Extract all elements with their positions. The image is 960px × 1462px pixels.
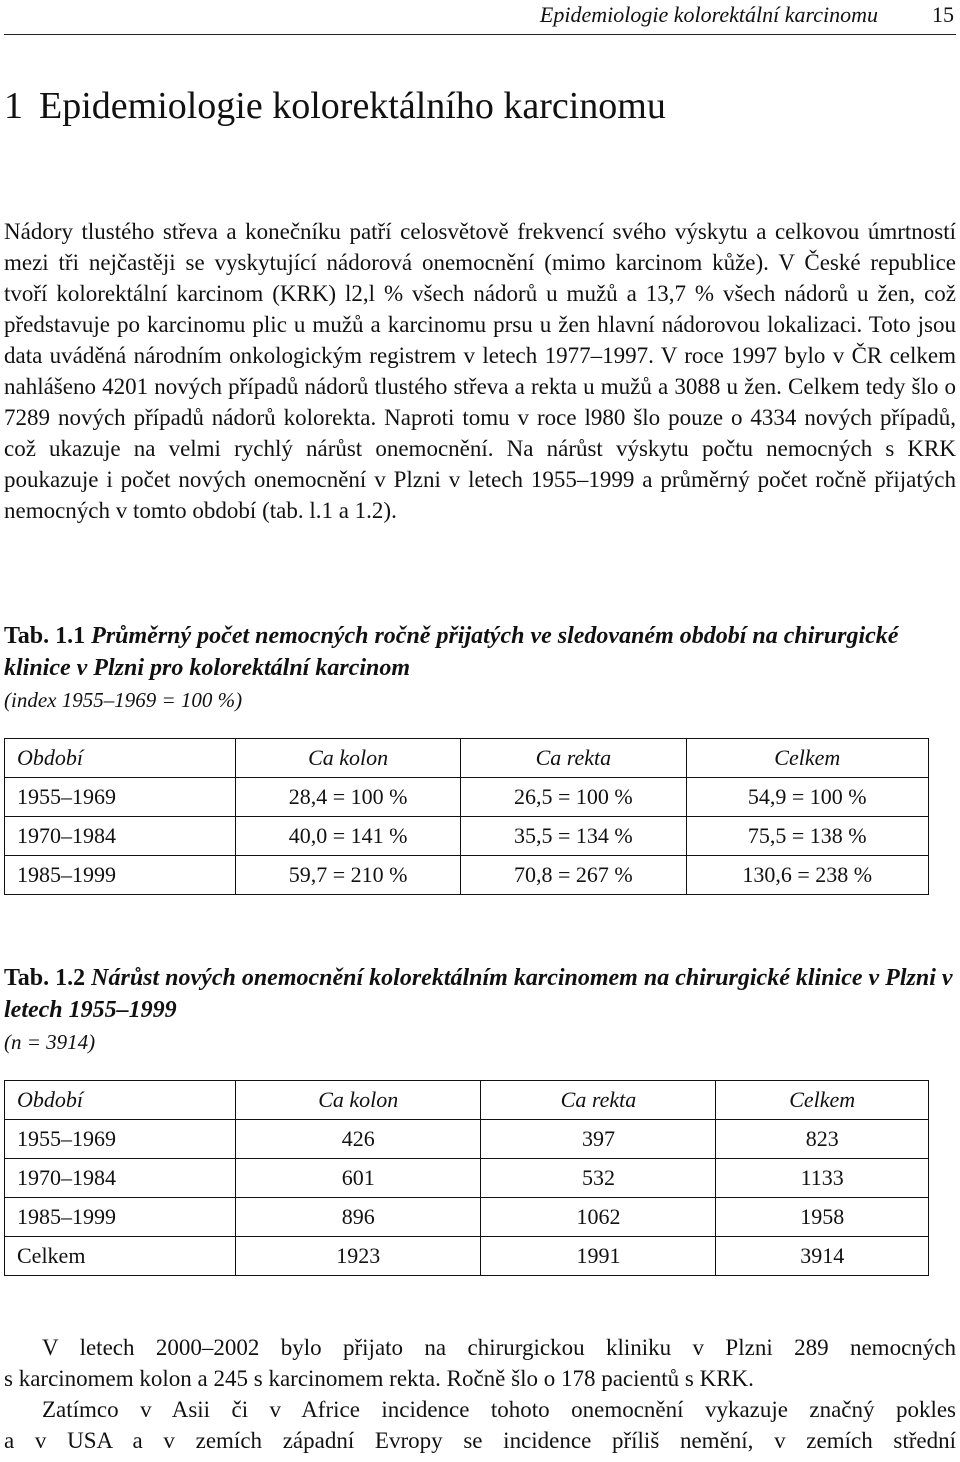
table-row <box>5 778 929 817</box>
table1-subtitle: (index 1955–1969 = 100 %) <box>4 688 243 712</box>
table1-title: Průměrný počet nemocných ročně přijatých ve sledovaném období na chirurgické klinice v Plzni pro kolorektální karcinom <box>4 623 899 681</box>
table-cell: 601 <box>236 1159 481 1198</box>
table-cell: 1133 <box>716 1159 929 1198</box>
page-number: 15 <box>932 2 954 27</box>
table1 <box>4 738 929 895</box>
table-cell: 75,5 = 138 % <box>686 817 929 856</box>
table-cell: 3914 <box>716 1237 929 1276</box>
column-header: Ca rekta <box>481 1081 716 1120</box>
table-cell: 426 <box>236 1120 481 1159</box>
text-line: V letech 2000–2002 bylo přijato na chirurgickou kliniku v Plzni 289 nemocných <box>42 1335 956 1360</box>
table-cell: 1958 <box>716 1198 929 1237</box>
column-header: Období <box>5 1081 236 1120</box>
column-header: Ca kolon <box>236 739 461 778</box>
text-line: s karcinomem kolon a 245 s karcinomem rekta. Ročně šlo o 178 pacientů s KRK. <box>4 1366 754 1391</box>
chapter-number: 1 <box>4 85 23 127</box>
table-cell: 1970–1984 <box>5 817 236 856</box>
table2-label: Tab. 1.2 <box>4 965 86 991</box>
table-header-row <box>5 739 929 778</box>
column-header: Celkem <box>716 1081 929 1120</box>
chapter-title <box>4 84 666 128</box>
table-cell: 1923 <box>236 1237 481 1276</box>
text-line: Zatímco v Asii či v Africe incidence tohoto onemocnění vykazuje značný pokles <box>42 1397 956 1422</box>
closing-paragraph <box>4 1332 956 1456</box>
text-line: a v USA a v zemích západní Evropy se incidence příliš nemění, v zemích střední <box>4 1428 956 1453</box>
table-cell: 1985–1999 <box>5 856 236 895</box>
table-cell: 26,5 = 100 % <box>461 778 686 817</box>
table-cell: 1062 <box>481 1198 716 1237</box>
table-cell: 70,8 = 267 % <box>461 856 686 895</box>
table-row <box>5 1237 929 1276</box>
table1-label: Tab. 1.1 <box>4 623 86 649</box>
table-cell: 1985–1999 <box>5 1198 236 1237</box>
table-cell: 28,4 = 100 % <box>236 778 461 817</box>
table-cell: 1970–1984 <box>5 1159 236 1198</box>
table-row <box>5 1120 929 1159</box>
table2-title: Nárůst nových onemocnění kolorektálním karcinomem na chirurgické klinice v Plzni v letech 1955–1999 <box>4 965 953 1023</box>
table-cell: 40,0 = 141 % <box>236 817 461 856</box>
table-header-row <box>5 1081 929 1120</box>
table-cell: 1955–1969 <box>5 1120 236 1159</box>
table-row <box>5 1198 929 1237</box>
table1-caption <box>4 620 956 716</box>
column-header: Ca rekta <box>461 739 686 778</box>
chapter-heading: Epidemiologie kolorektálního karcinomu <box>39 85 666 127</box>
running-title: Epidemiologie kolorektální karcinomu <box>539 2 878 27</box>
table-cell: 1991 <box>481 1237 716 1276</box>
table-cell: 896 <box>236 1198 481 1237</box>
table-cell: 397 <box>481 1120 716 1159</box>
table-cell: 130,6 = 238 % <box>686 856 929 895</box>
table-cell: 823 <box>716 1120 929 1159</box>
table-cell: Celkem <box>5 1237 236 1276</box>
running-header <box>4 0 956 35</box>
column-header: Celkem <box>686 739 929 778</box>
table-cell: 54,9 = 100 % <box>686 778 929 817</box>
column-header: Období <box>5 739 236 778</box>
table-cell: 35,5 = 134 % <box>461 817 686 856</box>
table-row <box>5 817 929 856</box>
table-cell: 1955–1969 <box>5 778 236 817</box>
table-row <box>5 856 929 895</box>
table2-subtitle: (n = 3914) <box>4 1030 96 1054</box>
column-header: Ca kolon <box>236 1081 481 1120</box>
table-cell: 532 <box>481 1159 716 1198</box>
table2-caption <box>4 962 956 1058</box>
table2 <box>4 1080 929 1276</box>
table-row <box>5 1159 929 1198</box>
intro-paragraph: Nádory tlustého střeva a konečníku patří celosvětově frekvencí svého výskytu a celkovou úmrtností mezi tři nejčastěji se vyskytující nádorová onemocnění (mimo karcinom kůže). V České republice tvoří kolorektální karcinom (KRK) l2,l % všech nádorů u mužů a 13,7 % všech nádorů u žen, což představuje po karcinomu plic u mužů a karcinomu prsu u žen hlavní nádorovou lokalizaci. Toto jsou data uváděná národním onkologickým registrem v letech 1977–1997. V roce 1997 bylo v ČR celkem nahlášeno 4201 nových případů nádorů tlustého střeva a rekta u mužů a 3088 u žen. Celkem tedy šlo o 7289 nových případů nádorů kolorekta. Naproti tomu v roce l980 šlo pouze o 4334 nových případů, což ukazuje na velmi rychlý nárůst onemocnění. Na nárůst výskytu počtu nemocných s KRK poukazuje i počet nových onemocnění v Plzni v letech 1955–1999 a průměrný počet ročně přijatých nemocných v tomto období (tab. l.1 a 1.2). <box>4 219 956 523</box>
table-cell: 59,7 = 210 % <box>236 856 461 895</box>
